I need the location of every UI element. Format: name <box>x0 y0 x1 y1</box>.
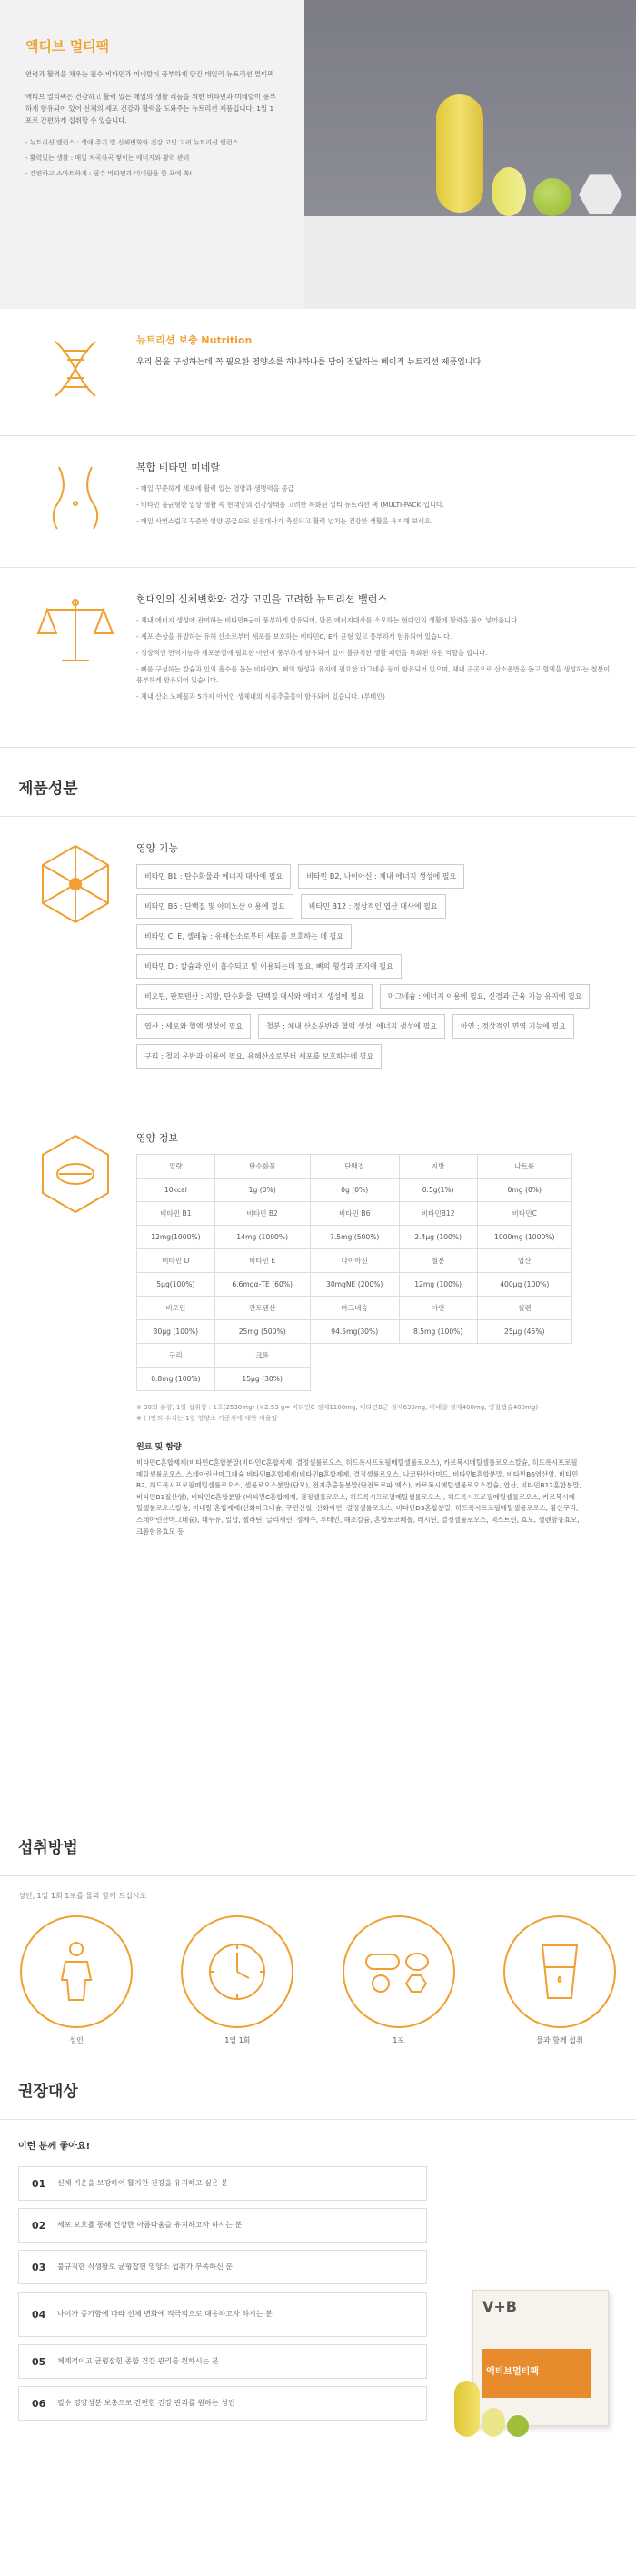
table-cell: 25mg (500%) <box>214 1320 310 1344</box>
table-cell: 비타민C <box>477 1202 571 1226</box>
list-item <box>18 2386 427 2421</box>
list-text: 필수 영양성분 보충으로 간편한 건강 관리를 원하는 성인 <box>57 2399 235 2407</box>
table-cell: 14mg (1000%) <box>214 1226 310 1249</box>
feature-bullet: - 체내 에너지 생성에 관여하는 비타민B군이 풍부하게 함유되어, 많은 에너지대사를 소모하는 현대인의 생활에 활력을 불어 넣어줍니다. <box>136 616 520 624</box>
list-text: 나이가 증가함에 따라 신체 변화에 적극적으로 대응하고자 하시는 분 <box>57 2310 273 2318</box>
nutrient-tag: 비타민 C, E, 셀레늄 : 유해산소로부터 세포를 보호하는 데 필요 <box>136 924 352 949</box>
nutrient-function-title: 영양 기능 <box>136 842 179 854</box>
intake-steps <box>0 1910 636 2056</box>
intake-step <box>343 1915 455 2045</box>
tablet-hexagon-icon <box>22 1130 129 1782</box>
softgel-image <box>492 167 526 216</box>
nutrient-tag: 비타민 B12 : 정상적인 엽산 대사에 필요 <box>301 894 446 919</box>
table-cell: 1000mg (1000%) <box>477 1226 571 1249</box>
nutrient-tag: 철분 : 체내 산소운반과 혈액 생성, 에너지 생성에 필요 <box>258 1014 445 1039</box>
intake-step <box>503 1915 616 2045</box>
list-item <box>18 2250 427 2284</box>
feature-bullet: - 매일 사연스럽고 꾸준한 영양 공급으로 신진대사가 촉진되고 활력 넘치는 건강한 생활을 유지해 보세요. <box>136 517 433 525</box>
list-item <box>18 2344 427 2379</box>
nutrient-tags <box>136 864 591 1069</box>
hero-intro: 연령과 활력을 채우는 필수 비타민과 미네랄이 풍부하게 담긴 데일리 뉴트리션 멀티팩 <box>25 70 274 78</box>
feature-title: 복합 비타민 미네랄 <box>136 462 221 473</box>
water-glass-icon <box>503 1915 616 2028</box>
molecule-icon <box>22 840 129 1096</box>
section-title-intake: 섭취방법 <box>0 1807 636 1876</box>
feature-bullet: - 세포 손상을 유발하는 유해 산소로부터 세포를 보호하는 비타민C, E가 균형 있고 풍부하게 함유되어 있습니다. <box>136 632 452 641</box>
table-cell: 지방 <box>399 1155 477 1179</box>
table-cell: 아연 <box>399 1297 477 1320</box>
feature-bullet: - 비타민 불균형한 일상 생활 속 현대인의 건강상태를 고려한 특화된 멀티 뉴트리션 팩 (MULTI-PACK)입니다. <box>136 501 445 509</box>
table-cell: 12mg(1000%) <box>137 1226 215 1249</box>
pill-pack-icon <box>343 1915 455 2028</box>
feature-bullet: - 뼈를 구성하는 칼슘과 인의 흡수를 돕는 비타민D, 뼈의 형성과 유지에 필요한 마그네슘 등이 함유되어 있으며, 체내 곳곳으로 산소운반을 돕고 혈액을 생성하는 철분이 풍부하게 함유되어 있습니다. <box>136 665 611 684</box>
table-cell: 단백질 <box>310 1155 399 1179</box>
table-cell: 비타민B12 <box>399 1202 477 1226</box>
list-item <box>18 2208 427 2243</box>
list-item <box>18 2292 427 2337</box>
product-brand: V+B <box>482 2298 517 2315</box>
scale-balance-icon <box>22 592 129 721</box>
list-item <box>18 2166 427 2201</box>
table-cell: 94.5mg(30%) <box>310 1320 399 1344</box>
hero-title: 액티브 멀티팩 <box>25 38 110 55</box>
table-cell: 구리 <box>137 1344 215 1368</box>
feature-bullet: - 정상적인 면역기능과 세포분열에 필요한 아연이 풍부하게 함유되어 있어 불규칙한 생활 패턴을 특화된 차원 역할을 합니다. <box>136 649 488 657</box>
intake-label: 성인 <box>69 2036 84 2044</box>
nutrient-tag: 비오틴, 판토텐산 : 지방, 탄수화물, 단백질 대사와 에너지 생성에 필요 <box>136 984 373 1009</box>
feature-bullet: - 매일 꾸준하게 세포에 활력 있는 영양과 생명력을 공급 <box>136 484 294 492</box>
table-cell: 0.5g(1%) <box>399 1179 477 1202</box>
table-cell: 엽산 <box>477 1249 571 1273</box>
intake-step <box>181 1915 293 2045</box>
table-cell: 7.5mg (500%) <box>310 1226 399 1249</box>
feature-balance <box>0 568 636 748</box>
nutrition-info <box>0 1121 636 1807</box>
table-cell: 25μg (45%) <box>477 1320 571 1344</box>
table-cell: 400μg (100%) <box>477 1273 571 1297</box>
nutrient-tag: 비타민 D : 칼슘과 인이 흡수되고 및 이용되는데 필요, 뼈의 형성과 조지에 필요 <box>136 954 402 979</box>
table-cell: 철분 <box>399 1249 477 1273</box>
list-text: 신체 기운을 보강하여 활기찬 건강을 유지하고 싶은 분 <box>57 2179 228 2187</box>
intake-step <box>20 1915 133 2045</box>
table-cell: 1g (0%) <box>214 1179 310 1202</box>
note: ※ ( )안의 수치는 1일 영양소 기준치에 대한 비율임 <box>136 1415 278 1422</box>
table-cell: 비타민 B6 <box>310 1202 399 1226</box>
table-cell: 0mg (0%) <box>477 1179 571 1202</box>
list-text: 체계적이고 균형잡힌 종합 건강 관리를 원하시는 분 <box>57 2357 219 2365</box>
table-cell: 탄수화물 <box>214 1155 310 1179</box>
table-cell: 0.8mg (100%) <box>137 1368 215 1391</box>
list-number: 06 <box>32 2397 46 2410</box>
table-cell: 10kcal <box>137 1179 215 1202</box>
section-title-recommended: 권장대상 <box>0 2056 636 2120</box>
intake-label: 1포 <box>393 2036 405 2044</box>
intake-label: 물과 함께 섭취 <box>536 2036 583 2044</box>
feature-multivitamin <box>0 436 636 568</box>
ingredients-text: 비타민C혼합제제(비타민C혼합분말(비타민C혼합제제, 결정셀룰로오스, 히드록시프로필메틸셀룰로오스), 카르복시메틸셀룰로오스칼슘, 히드록시프로필메틸셀룰로오스, 스테아린산마그네슘 비타민B혼합제제(비타민B혼합제제, 결정셀룰로오스, 나코틴산아미드, 비타민E혼합분말, 비타민B6염산염, 비타민B2, 히드록시프로필메틸셀룰로오스, 셀룰로오스분말(단모), 전지추출물분말(단전트로파 엑스), 카르복시메틸셀룰로오스칼슘, 엽산, 비타민B12혼합분말, 비타민B1질산염), 비타민C혼합분말 (비타민C혼합제제, 결정셀룰로오스, 히드록시프로필메틸셀룰로오스), 히드록시프로필메틸셀룰로오스, 카르복시메틸셀룰로오스칼슘, 미네랄 혼합제제(산화마그네슘, 구연산철, 산화아연, 결정셀룰로오스, 비타민D3혼합분말, 히드록시프로필메틸셀룰로오스, 황산구리, 스테아린산마그네슘), 대두유, 밀납, 젤라틴, 글리세린, 정제수, 루테인, 해조칼슘, 혼합토코페롤, 레시틴, 결정셀룰로오스, 덱스트린, 효모, 셀렌함유효모, 크롬함유효모 등 <box>136 1458 581 1536</box>
hero-bullet: - 활력있는 생활 : 매일 차곡차곡 쌓이는 에너지와 활력 관리 <box>25 154 190 162</box>
adult-person-icon <box>20 1915 133 2028</box>
table-cell: 셀렌 <box>477 1297 571 1320</box>
list-number: 01 <box>32 2177 46 2190</box>
recommended-subtitle: 이런 분께 좋아요! <box>18 2142 91 2152</box>
list-text: 불규칙한 식생활로 균형잡힌 영양소 섭취가 부족하신 분 <box>57 2263 233 2271</box>
product-name: 액티브멀티팩 <box>486 2367 539 2377</box>
nutrition-notes <box>136 1402 572 1424</box>
table-cell: 12mg (100%) <box>399 1273 477 1297</box>
nutrient-tag: 엽산 : 세포와 혈액 생성에 필요 <box>136 1014 251 1039</box>
table-cell: 비타민 D <box>137 1249 215 1273</box>
green-tablet-image <box>533 178 571 216</box>
list-number: 03 <box>32 2261 46 2273</box>
table-cell: 판토텐산 <box>214 1297 310 1320</box>
table-cell: 0g (0%) <box>310 1179 399 1202</box>
feature-bullet: - 체내 산소 노폐물과 5가지 아서인 생체내의 식물추출물이 함유되어 있습니다. (루테인) <box>136 692 385 701</box>
list-number: 04 <box>32 2308 46 2321</box>
feature-title: 뉴트리션 보충 Nutrition <box>136 334 253 346</box>
table-cell: 5μg(100%) <box>137 1273 215 1297</box>
nutrient-tag: 비타민 B2, 나이아신 : 체내 에너지 생성에 필요 <box>298 864 464 889</box>
table-cell: 6.6mgα-TE (60%) <box>214 1273 310 1297</box>
hero-text <box>0 0 304 309</box>
ingredients-title: 원료 및 함량 <box>136 1443 182 1452</box>
hero-product-image <box>304 0 636 309</box>
table-cell: 8.5mg (100%) <box>399 1320 477 1344</box>
nutrition-table <box>136 1154 572 1391</box>
white-tablet-image <box>579 173 622 216</box>
list-number: 02 <box>32 2219 46 2232</box>
intake-label: 1일 1회 <box>224 2036 251 2044</box>
table-cell: 나트륨 <box>477 1155 571 1179</box>
capsule-image <box>436 94 483 213</box>
table-cell: 비오틴 <box>137 1297 215 1320</box>
shelf <box>304 216 636 309</box>
hero-banner <box>0 0 636 309</box>
table-cell: 마그네슘 <box>310 1297 399 1320</box>
table-cell: 열량 <box>137 1155 215 1179</box>
table-cell: 30μg (100%) <box>137 1320 215 1344</box>
nutrient-tag: 비타민 B6 : 단백질 및 아미노산 이용에 필요 <box>136 894 293 919</box>
feature-desc: 우리 몸을 구성하는데 꼭 필요한 영양소를 하나하나를 담아 전달하는 베이직 뉴트리션 제품입니다. <box>136 358 484 367</box>
body-torso-icon <box>22 460 129 542</box>
nutrition-info-title: 영양 정보 <box>136 1132 179 1144</box>
hero-desc: 액티브 멀티팩은 건강하고 활력 있는 매일의 생활 리듬을 위한 비타민과 미네랄이 풍부하게 함유되어 있어 신체의 세포 건강과 활력을 도와주는 뉴트리션 제품입니다. 1일 1포로 간편하게 섭취할 수 있습니다. <box>25 93 276 124</box>
nutrient-tag: 구리 : 철의 운반과 이용에 필요, 유해산소로부터 세포를 보호하는데 필요 <box>136 1044 382 1069</box>
table-cell: 크롬 <box>214 1344 310 1368</box>
table-cell: 비타민 B1 <box>137 1202 215 1226</box>
table-cell: 비타민 B2 <box>214 1202 310 1226</box>
hero-bullet: - 간편하고 스마트하게 : 필수 비타민과 미네랄을 한 포에 쏙! <box>25 170 193 177</box>
table-cell: 비타민 E <box>214 1249 310 1273</box>
nutrient-tag: 마그네슘 : 에너지 이용에 필요, 신경과 근육 기능 유지에 필요 <box>380 984 591 1009</box>
dna-icon <box>22 333 129 410</box>
section-title-ingredients: 제품성분 <box>0 748 636 817</box>
feature-nutrition <box>0 309 636 436</box>
list-text: 세포 보호를 통해 건강한 아름다움을 유지하고자 하시는 분 <box>57 2221 243 2229</box>
note: ※ 30회 분량, 1일 섭취량 : 1포(2530mg) (※2.53 g= 비타민C 정제1100mg, 비타민B군 정제630mg, 미네랄 정제400mg, 연질캡슐400mg) <box>136 1404 539 1411</box>
feature-title: 현대인의 신체변화와 건강 고민을 고려한 뉴트리션 밸런스 <box>136 593 388 605</box>
nutrient-tag: 비타민 B1 : 탄수화물과 에너지 대사에 필요 <box>136 864 291 889</box>
table-cell: 나이아신 <box>310 1249 399 1273</box>
product-box-image <box>454 2281 627 2440</box>
intake-subtitle: 성인, 1일 1회 1포를 물과 함께 드십시오 <box>18 1892 147 1900</box>
list-number: 05 <box>32 2355 46 2368</box>
nutrient-tag: 아연 : 정상적인 면역 기능에 필요 <box>452 1014 574 1039</box>
nutrient-function <box>0 817 636 1121</box>
table-cell: 2.4μg (100%) <box>399 1226 477 1249</box>
clock-icon <box>181 1915 293 2028</box>
table-cell: 15μg (30%) <box>214 1368 310 1391</box>
hero-bullet: - 뉴트리션 밸런스 : 생애 주기 별 신체변화와 건강 고민 고려 뉴트리션 밸런스 <box>25 139 239 146</box>
table-cell: 30mgNE (200%) <box>310 1273 399 1297</box>
